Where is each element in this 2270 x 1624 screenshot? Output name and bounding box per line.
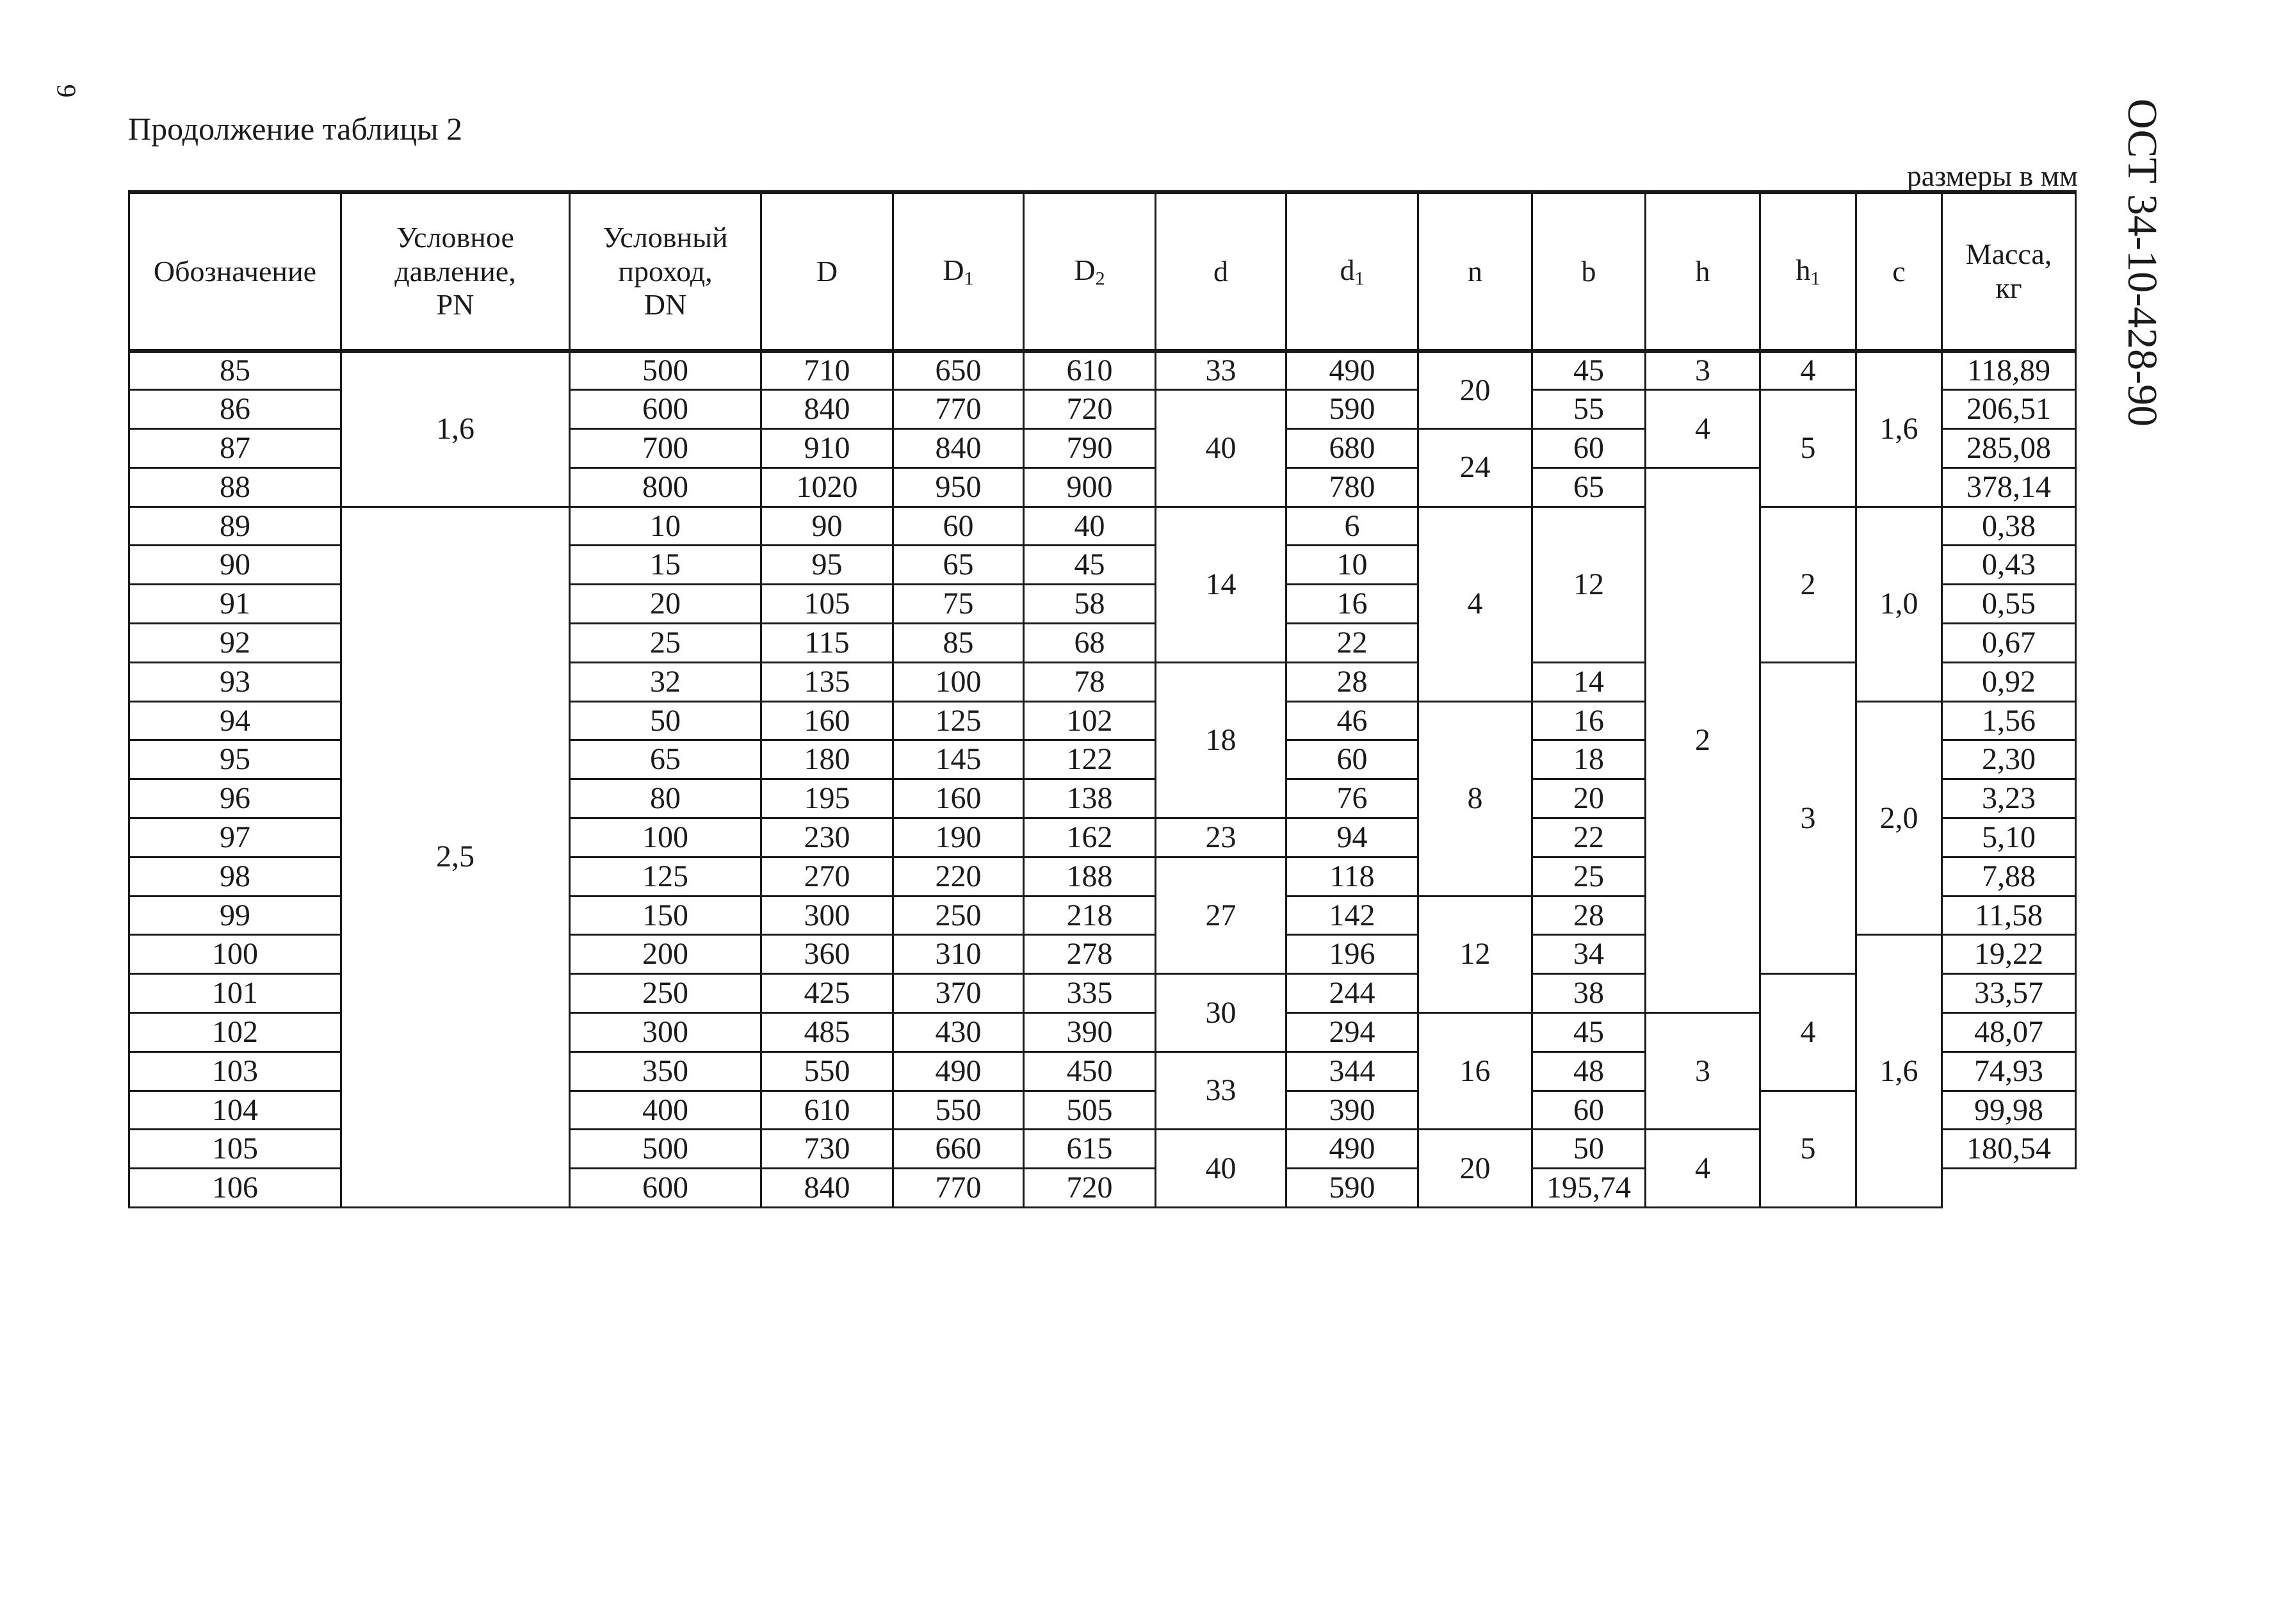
cell-designation: 95 <box>129 740 341 779</box>
cell-D2: 720 <box>1024 390 1156 429</box>
cell-h: 3 <box>1646 351 1760 390</box>
cell-h: 3 <box>1646 1013 1760 1130</box>
cell-D1: 650 <box>893 351 1024 390</box>
col-header-mass: Масса, кг <box>1942 192 2076 351</box>
cell-D: 485 <box>761 1013 893 1052</box>
cell-D: 230 <box>761 818 893 857</box>
cell-d: 30 <box>1156 974 1286 1052</box>
cell-dn: 200 <box>570 935 761 974</box>
table-row <box>129 351 2076 390</box>
units-note: размеры в мм <box>1906 159 2078 192</box>
cell-mass: 180,54 <box>1942 1130 2076 1169</box>
cell-designation: 87 <box>129 429 341 468</box>
cell-D: 710 <box>761 351 893 390</box>
cell-pn: 2,5 <box>341 507 570 1207</box>
cell-mass: 0,55 <box>1942 585 2076 624</box>
cell-d1: 6 <box>1286 507 1418 546</box>
cell-D: 270 <box>761 857 893 896</box>
col-header-designation: Обозначение <box>129 192 341 351</box>
cell-b: 65 <box>1532 467 1646 507</box>
cell-h: 2 <box>1646 467 1760 1012</box>
cell-b: 55 <box>1532 390 1646 429</box>
cell-d1: 118 <box>1286 857 1418 896</box>
cell-D1: 370 <box>893 974 1024 1013</box>
cell-D: 550 <box>761 1052 893 1091</box>
cell-pn: 1,6 <box>341 351 570 507</box>
cell-dn: 125 <box>570 857 761 896</box>
cell-D2: 335 <box>1024 974 1156 1013</box>
cell-c: 1,0 <box>1856 507 1942 701</box>
cell-D1: 220 <box>893 857 1024 896</box>
cell-d1: 780 <box>1286 467 1418 507</box>
cell-D1: 490 <box>893 1052 1024 1091</box>
cell-dn: 80 <box>570 779 761 818</box>
cell-mass: 195,74 <box>1532 1169 1646 1208</box>
cell-D2: 720 <box>1024 1169 1156 1208</box>
cell-D2: 615 <box>1024 1130 1156 1169</box>
cell-d1: 22 <box>1286 624 1418 663</box>
cell-D1: 100 <box>893 662 1024 701</box>
cell-d1: 28 <box>1286 662 1418 701</box>
cell-D2: 45 <box>1024 546 1156 585</box>
cell-D2: 390 <box>1024 1013 1156 1052</box>
cell-D2: 122 <box>1024 740 1156 779</box>
cell-dn: 32 <box>570 662 761 701</box>
cell-b: 34 <box>1532 935 1646 974</box>
cell-d1: 490 <box>1286 351 1418 390</box>
cell-D2: 900 <box>1024 467 1156 507</box>
cell-D1: 65 <box>893 546 1024 585</box>
cell-h: 4 <box>1646 390 1760 468</box>
cell-D: 115 <box>761 624 893 663</box>
header-row <box>129 192 2076 351</box>
cell-D: 90 <box>761 507 893 546</box>
cell-c: 1,6 <box>1856 351 1942 507</box>
cell-n: 12 <box>1418 896 1532 1012</box>
cell-designation: 100 <box>129 935 341 974</box>
cell-D1: 190 <box>893 818 1024 857</box>
table-row <box>129 507 2076 546</box>
cell-h1: 4 <box>1760 351 1856 390</box>
cell-d1: 680 <box>1286 429 1418 468</box>
cell-d1: 344 <box>1286 1052 1418 1091</box>
cell-b: 45 <box>1532 351 1646 390</box>
cell-b: 25 <box>1532 857 1646 896</box>
cell-dn: 15 <box>570 546 761 585</box>
cell-d1: 10 <box>1286 546 1418 585</box>
cell-D2: 505 <box>1024 1091 1156 1130</box>
cell-d: 40 <box>1156 1130 1286 1208</box>
col-header-pn: Условное давление, PN <box>341 192 570 351</box>
cell-d: 40 <box>1156 390 1286 507</box>
cell-dn: 300 <box>570 1013 761 1052</box>
cell-mass: 5,10 <box>1942 818 2076 857</box>
cell-b: 60 <box>1532 1091 1646 1130</box>
cell-D1: 950 <box>893 467 1024 507</box>
cell-D: 95 <box>761 546 893 585</box>
cell-mass: 33,57 <box>1942 974 2076 1013</box>
cell-d1: 196 <box>1286 935 1418 974</box>
cell-D: 840 <box>761 390 893 429</box>
cell-D2: 610 <box>1024 351 1156 390</box>
cell-d1: 60 <box>1286 740 1418 779</box>
cell-mass: 285,08 <box>1942 429 2076 468</box>
cell-b: 50 <box>1532 1130 1646 1169</box>
cell-D1: 250 <box>893 896 1024 935</box>
cell-b: 60 <box>1532 429 1646 468</box>
cell-d1: 590 <box>1286 390 1418 429</box>
col-header-dn: Условный проход, DN <box>570 192 761 351</box>
cell-d1: 46 <box>1286 701 1418 740</box>
cell-designation: 89 <box>129 507 341 546</box>
cell-designation: 93 <box>129 662 341 701</box>
cell-h1: 2 <box>1760 507 1856 662</box>
col-header-D1: $D_1$ <box>893 192 1024 351</box>
cell-b: 22 <box>1532 818 1646 857</box>
cell-d: 27 <box>1156 857 1286 973</box>
col-header-D2: $D_2$ <box>1024 192 1156 351</box>
cell-designation: 90 <box>129 546 341 585</box>
cell-mass: 7,88 <box>1942 857 2076 896</box>
cell-D: 195 <box>761 779 893 818</box>
table-body <box>129 351 2076 1208</box>
cell-D: 160 <box>761 701 893 740</box>
col-header-d: d <box>1156 192 1286 351</box>
cell-D2: 450 <box>1024 1052 1156 1091</box>
cell-c: 2,0 <box>1856 701 1942 935</box>
cell-dn: 400 <box>570 1091 761 1130</box>
cell-dn: 150 <box>570 896 761 935</box>
cell-designation: 103 <box>129 1052 341 1091</box>
cell-designation: 105 <box>129 1130 341 1169</box>
cell-d: 14 <box>1156 507 1286 662</box>
cell-d: 33 <box>1156 351 1286 390</box>
cell-mass: 0,92 <box>1942 662 2076 701</box>
cell-dn: 25 <box>570 624 761 663</box>
cell-dn: 65 <box>570 740 761 779</box>
cell-D2: 58 <box>1024 585 1156 624</box>
cell-D2: 40 <box>1024 507 1156 546</box>
cell-D: 610 <box>761 1091 893 1130</box>
cell-designation: 96 <box>129 779 341 818</box>
cell-D1: 840 <box>893 429 1024 468</box>
cell-b: 18 <box>1532 740 1646 779</box>
cell-dn: 100 <box>570 818 761 857</box>
flange-dimensions-table <box>128 190 2077 1208</box>
cell-mass: 0,43 <box>1942 546 2076 585</box>
cell-d1: 94 <box>1286 818 1418 857</box>
cell-D1: 60 <box>893 507 1024 546</box>
cell-b: 20 <box>1532 779 1646 818</box>
cell-designation: 102 <box>129 1013 341 1052</box>
cell-D2: 138 <box>1024 779 1156 818</box>
cell-D2: 78 <box>1024 662 1156 701</box>
col-header-d1: $d_1$ <box>1286 192 1418 351</box>
cell-D1: 770 <box>893 390 1024 429</box>
cell-D1: 75 <box>893 585 1024 624</box>
cell-dn: 700 <box>570 429 761 468</box>
cell-D2: 102 <box>1024 701 1156 740</box>
cell-D1: 125 <box>893 701 1024 740</box>
cell-D1: 770 <box>893 1169 1024 1208</box>
cell-designation: 97 <box>129 818 341 857</box>
cell-designation: 101 <box>129 974 341 1013</box>
cell-dn: 10 <box>570 507 761 546</box>
cell-mass: 1,56 <box>1942 701 2076 740</box>
cell-D1: 430 <box>893 1013 1024 1052</box>
cell-dn: 600 <box>570 1169 761 1208</box>
cell-D: 360 <box>761 935 893 974</box>
col-header-h1: $h_1$ <box>1760 192 1856 351</box>
cell-D1: 85 <box>893 624 1024 663</box>
col-header-c: c <box>1856 192 1942 351</box>
cell-designation: 91 <box>129 585 341 624</box>
cell-designation: 88 <box>129 467 341 507</box>
cell-D2: 278 <box>1024 935 1156 974</box>
cell-mass: 0,38 <box>1942 507 2076 546</box>
cell-D2: 162 <box>1024 818 1156 857</box>
cell-d1: 142 <box>1286 896 1418 935</box>
cell-mass: 11,58 <box>1942 896 2076 935</box>
cell-D: 730 <box>761 1130 893 1169</box>
cell-D: 840 <box>761 1169 893 1208</box>
cell-b: 12 <box>1532 507 1646 662</box>
col-header-h: h <box>1646 192 1760 351</box>
cell-D2: 188 <box>1024 857 1156 896</box>
col-header-b: b <box>1532 192 1646 351</box>
cell-n: 8 <box>1418 701 1532 896</box>
cell-d: 23 <box>1156 818 1286 857</box>
cell-D1: 550 <box>893 1091 1024 1130</box>
cell-designation: 98 <box>129 857 341 896</box>
cell-D: 910 <box>761 429 893 468</box>
cell-designation: 85 <box>129 351 341 390</box>
cell-D2: 68 <box>1024 624 1156 663</box>
cell-dn: 500 <box>570 351 761 390</box>
cell-D2: 218 <box>1024 896 1156 935</box>
cell-mass: 99,98 <box>1942 1091 2076 1130</box>
cell-b: 28 <box>1532 896 1646 935</box>
cell-b: 16 <box>1532 701 1646 740</box>
cell-c: 1,6 <box>1856 935 1942 1208</box>
document-code: ОСТ 34-10-428-90 <box>2119 98 2166 427</box>
cell-d1: 590 <box>1286 1169 1418 1208</box>
cell-D1: 160 <box>893 779 1024 818</box>
cell-designation: 86 <box>129 390 341 429</box>
cell-n: 16 <box>1418 1013 1532 1130</box>
cell-dn: 500 <box>570 1130 761 1169</box>
cell-designation: 106 <box>129 1169 341 1208</box>
cell-mass: 206,51 <box>1942 390 2076 429</box>
col-header-D: D <box>761 192 893 351</box>
cell-mass: 48,07 <box>1942 1013 2076 1052</box>
cell-d1: 390 <box>1286 1091 1418 1130</box>
table-caption: Продолжение таблицы 2 <box>128 111 463 147</box>
cell-dn: 250 <box>570 974 761 1013</box>
cell-n: 24 <box>1418 429 1532 507</box>
cell-d1: 16 <box>1286 585 1418 624</box>
cell-D1: 660 <box>893 1130 1024 1169</box>
cell-d1: 294 <box>1286 1013 1418 1052</box>
cell-h: 4 <box>1646 1130 1760 1208</box>
cell-D1: 310 <box>893 935 1024 974</box>
cell-D2: 790 <box>1024 429 1156 468</box>
cell-D1: 145 <box>893 740 1024 779</box>
cell-dn: 600 <box>570 390 761 429</box>
col-header-n: n <box>1418 192 1532 351</box>
cell-D: 135 <box>761 662 893 701</box>
cell-D: 425 <box>761 974 893 1013</box>
cell-d: 18 <box>1156 662 1286 818</box>
page-number: 9 <box>51 84 81 98</box>
cell-dn: 50 <box>570 701 761 740</box>
cell-mass: 378,14 <box>1942 467 2076 507</box>
cell-D: 180 <box>761 740 893 779</box>
cell-n: 20 <box>1418 351 1532 429</box>
cell-b: 14 <box>1532 662 1646 701</box>
cell-designation: 99 <box>129 896 341 935</box>
cell-d1: 244 <box>1286 974 1418 1013</box>
cell-h1: 4 <box>1760 974 1856 1091</box>
document-code-block <box>2116 83 2168 442</box>
cell-mass: 74,93 <box>1942 1052 2076 1091</box>
cell-dn: 20 <box>570 585 761 624</box>
cell-h1: 3 <box>1760 662 1856 973</box>
cell-h1: 5 <box>1760 1091 1856 1207</box>
cell-h1: 5 <box>1760 390 1856 507</box>
cell-mass: 118,89 <box>1942 351 2076 390</box>
cell-mass: 3,23 <box>1942 779 2076 818</box>
cell-dn: 350 <box>570 1052 761 1091</box>
cell-b: 48 <box>1532 1052 1646 1091</box>
cell-mass: 19,22 <box>1942 935 2076 974</box>
cell-d1: 490 <box>1286 1130 1418 1169</box>
cell-designation: 92 <box>129 624 341 663</box>
cell-d: 33 <box>1156 1052 1286 1130</box>
cell-dn: 800 <box>570 467 761 507</box>
cell-d1: 76 <box>1286 779 1418 818</box>
cell-b: 38 <box>1532 974 1646 1013</box>
cell-n: 20 <box>1418 1130 1532 1208</box>
cell-designation: 94 <box>129 701 341 740</box>
cell-n: 4 <box>1418 507 1532 701</box>
cell-b: 45 <box>1532 1013 1646 1052</box>
cell-mass: 0,67 <box>1942 624 2076 663</box>
cell-designation: 104 <box>129 1091 341 1130</box>
cell-D: 105 <box>761 585 893 624</box>
cell-D: 300 <box>761 896 893 935</box>
cell-mass: 2,30 <box>1942 740 2076 779</box>
cell-D: 1020 <box>761 467 893 507</box>
